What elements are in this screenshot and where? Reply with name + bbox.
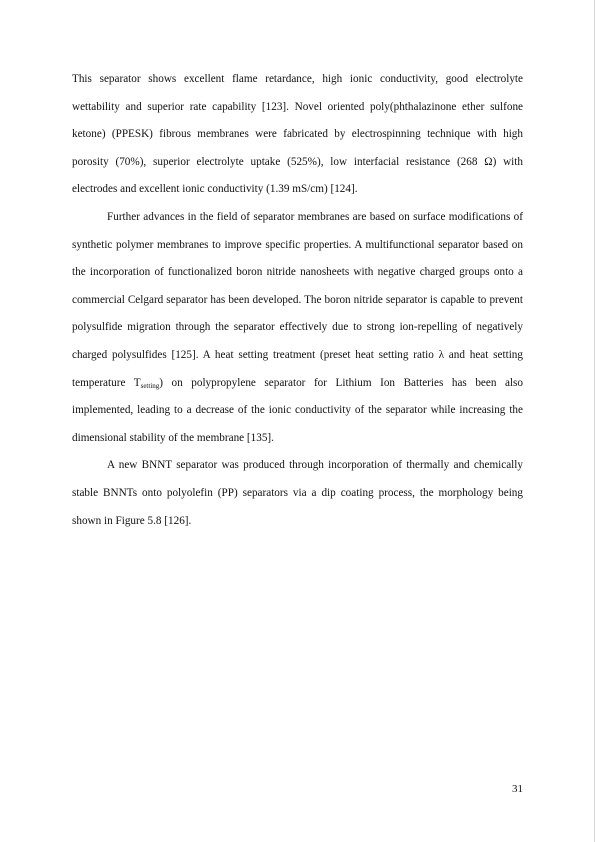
paragraph-text: This separator shows excellent flame retardance, high ionic conductivity, good electrolyte wettability and superior rate capability [123]. Novel oriented poly(phthalazinone ether sulfone ketone) (PPESK) fibrous membranes were fabricated by electrospinning technique with high porosity (70%), superior electrolyte uptake (525%), low interfacial resistance (268 Ω) with electrodes and excellent ionic conductivity (1.39 mS/cm) [124]. [72,73,523,196]
paragraph-text: Further advances in the field of separator membranes are based on surface modifications of synthetic polymer membranes to improve specific properties. A multifunctional separator based on the incorporation of functionalized boron nitride nanosheets with negative charged groups onto a commercial Celgard separator has been developed. The boron nitride separator is capable to prevent polysulfide migration through the separator effectively due to strong ion-repelling of negatively charged polysulfides [125]. A heat setting treatment (preset heat setting ratio λ and heat setting temperature T [72,210,523,389]
page-number: 31 [512,783,523,795]
paragraph-text: A new BNNT separator was produced through incorporation of thermally and chemically stable BNNTs onto polyolefin (PP) separators via a dip coating process, the morphology being shown in Figure 5.8 [126]. [72,459,523,527]
paragraph-surface-modifications [72,204,523,452]
paragraph-separator-properties [72,66,523,204]
paragraph-bnnt-separator [72,452,523,535]
subscript-setting: setting [140,381,160,390]
paragraph-text-continued: ) on polypropylene separator for Lithium Ion Batteries has been also implemented, leading to a decrease of the ionic conductivity of the separator while increasing the dimensional stability of the membrane [135]. [72,376,523,444]
body-text [72,66,523,535]
